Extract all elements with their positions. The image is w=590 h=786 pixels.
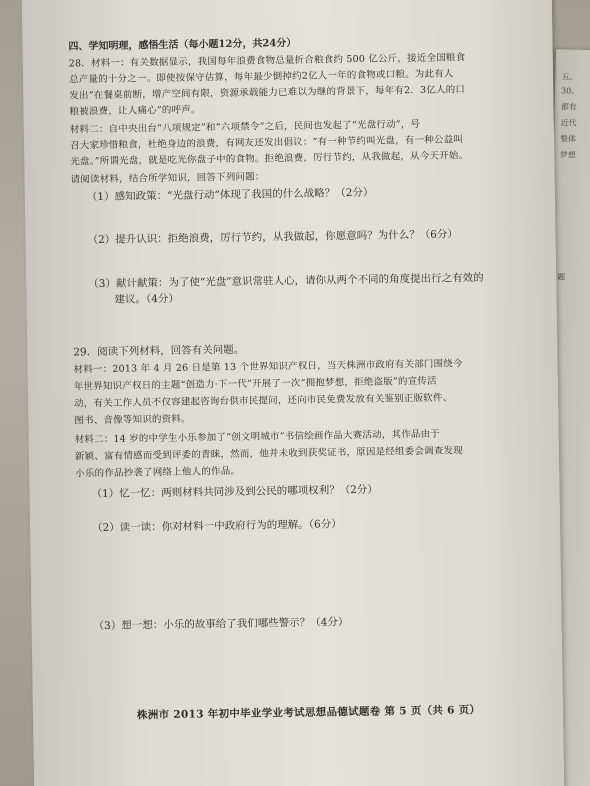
q29-subquestion-1: （1）忆一忆：两则材料共同涉及到公民的哪项权利？（2分） (91, 483, 378, 501)
answer-space[interactable] (67, 302, 527, 341)
q28-material-line: 总产量的十分之一。即使按保守估算，每年最少倒掉约2亿人一年的食物或口粮。为此有人 (68, 68, 454, 86)
q29-material-line: 材料一：2013 年 4 月 26 日是第 13 个世界知识产权日，当天株洲市政府有关部门围绕今 (73, 358, 463, 376)
q28-subquestion-3: （3）献计献策：为了使“光盘”意识常驻人心，请你从两个不同的角度提出行之有效的 (88, 271, 484, 291)
q28-material-line: 材料二：自中央出台“八项规定”和“六项禁令”之后，民间也发起了“光盘行动”，号 (69, 118, 421, 136)
q29-subquestion-3: （3）想一想：小乐的故事给了我们哪些警示？（4分） (93, 616, 349, 633)
answer-space[interactable] (72, 630, 533, 707)
q29-material-line: 年世界知识产权日的主题“创造力·下一代”开展了一次“拥抱梦想，拒绝盗版”的宣传活 (73, 375, 437, 393)
q28-material-line: 光盘。”所谓光盘，就是吃光你盘子中的食物。拒绝浪费，厉行节约，从我做起，从今天开始。 (70, 150, 469, 168)
q28-material-line: 28．材料一：有关数据显示，我国每年浪费食物总量折合粮食约 500 亿公斤，接近全国粮食 (68, 52, 466, 70)
q28-material-line: 粮被浪费，让人痛心”的呼声。 (69, 104, 201, 118)
q29-material-line: 小乐的作品抄袭了网络上他人的作品。 (75, 465, 241, 480)
q28-instruction: 请阅读材料，结合所学知识，回答下列问题： (70, 171, 265, 186)
q29-material-line: 材料二：14 岁的中学生小乐参加了“创文明城市”书信绘画作品大赛活动，其作品由于 (74, 428, 441, 446)
next-page-text: 都有 (560, 102, 577, 112)
q28-subquestion-1: （1）感知政策：“光盘行动”体现了我国的什么战略？（2分） (86, 186, 374, 204)
q28-subquestion-3-cont: 建议。（4分） (114, 292, 180, 306)
next-page-text: 近代 (560, 118, 577, 128)
q29-title: 29．阅读下列材料，回答有关问题。 (73, 343, 245, 359)
next-page-text: 30、 (561, 86, 580, 96)
page-footer: 株洲市 2013 年初中毕业学业考试思想品德试题卷 第 5 页（共 6 页） (136, 704, 481, 722)
answer-space[interactable] (70, 530, 531, 617)
exam-page (22, 0, 565, 786)
next-page-text: 五、 (561, 72, 578, 82)
q29-material-line: 图书、音像等知识的资料。 (74, 413, 191, 427)
q29-material-line: 动，有关工作人员不仅容建起咨询台供市民提问，还向市民免费发放有关鉴别正版软件、 (74, 392, 453, 410)
section-title: 四、学知明理，感悟生活（每小题12分，共24分） (68, 37, 297, 53)
q29-material-line: 新颖、富有情感而受到评委的青睐，然而，他并未收到获奖证书，原因是经组委会调查发现 (74, 445, 464, 463)
q28-subquestion-2: （2）提升认识：拒绝浪费，厉行节约，从我做起，你愿意吗？为什么？（6分） (87, 228, 458, 247)
q28-material-line: 发出“在餐桌前断，增产空间有限，资源承载能力已难以为继的背景下，每年有2．3亿人的口 (69, 84, 466, 102)
next-page-text: 梦想 (559, 150, 576, 160)
q29-subquestion-2: （2）读一读：你对材料一中政府行为的理解。（6分） (91, 518, 342, 535)
next-page-text: 整体 (559, 134, 577, 144)
q28-material-line: 召大家珍惜粮食，杜绝身边的浪费，有网友还发出倡议：“有一种节约叫光盘，有一种公益叫 (69, 134, 464, 152)
next-page-text: 题 (557, 272, 566, 282)
